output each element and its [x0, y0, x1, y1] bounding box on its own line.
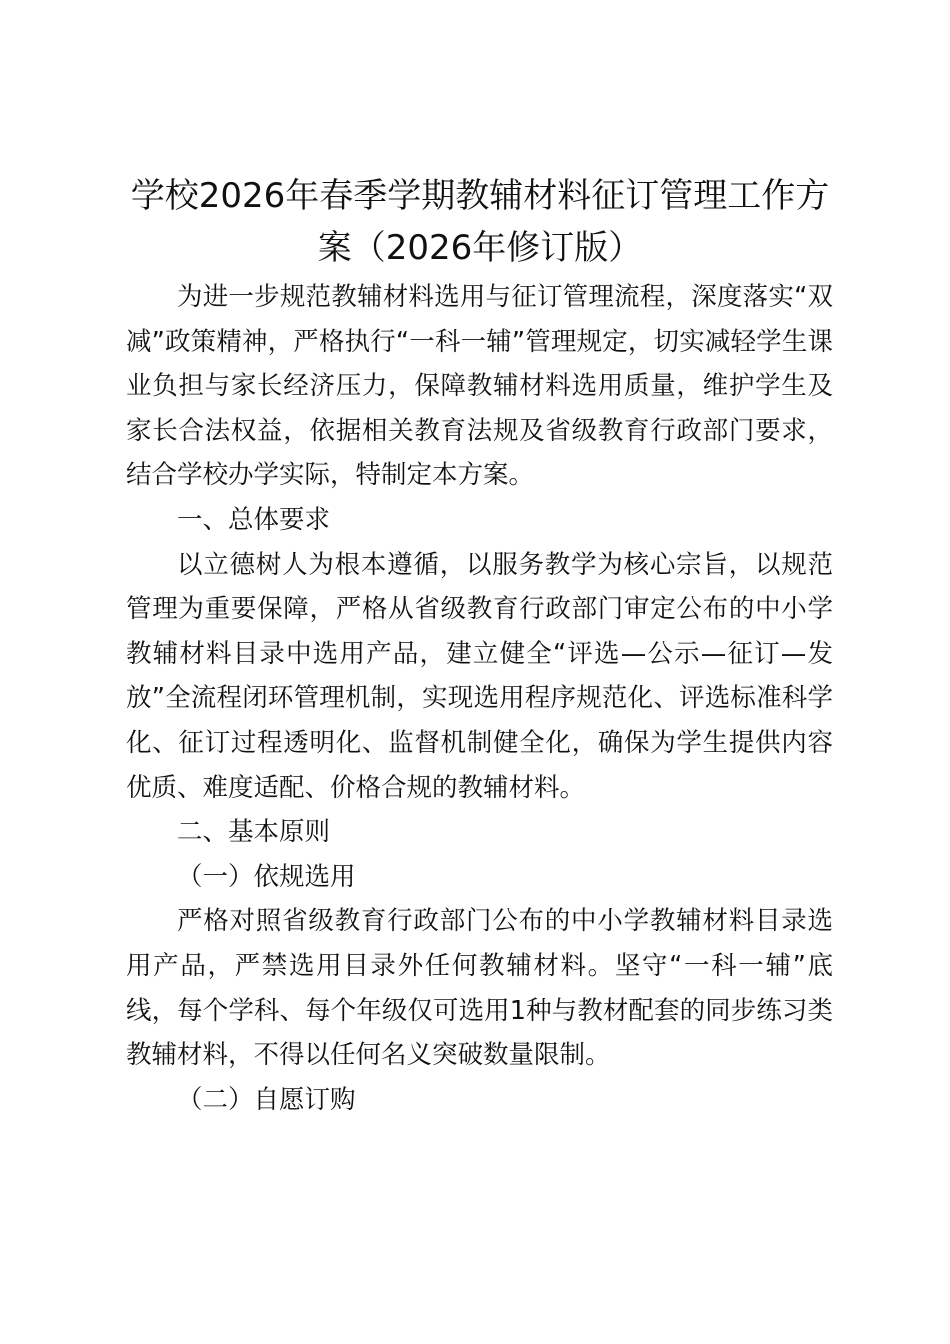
subheading-compliant-selection: （一）依规选用: [177, 861, 356, 892]
section-heading-general-requirements: 一、总体要求: [177, 504, 331, 535]
document-body: [126, 275, 833, 1122]
subheading-voluntary-ordering: （二）自愿订购: [177, 1084, 356, 1115]
document-title: 学校2026年春季学期教辅材料征订管理工作方案（2026年修订版）: [130, 176, 830, 268]
general-requirements-paragraph: 以立德树人为根本遵循，以服务教学为核心宗旨，以规范管理为重要保障，严格从省级教育行政部门审定公布的中小学教辅材料目录中选用产品，建立健全“评选—公示—征订—发放”全流程闭环管理机制，实现选用程序规范化、评选标准科学化、征订过程透明化、监督机制健全化，确保为学生提供内容优质、难度适配、价格合规的教辅材料。: [126, 549, 833, 803]
section-heading-basic-principles: 二、基本原则: [177, 817, 331, 848]
compliant-selection-paragraph: 严格对照省级教育行政部门公布的中小学教辅材料目录选用产品，严禁选用目录外任何教辅材料。坚守“一科一辅”底线，每个学科、每个年级仅可选用1种与教材配套的同步练习类教辅材料，不得以任何名义突破数量限制。: [126, 906, 833, 1071]
intro-paragraph: 为进一步规范教辅材料选用与征订管理流程，深度落实“双减”政策精神，严格执行“一科一辅”管理规定，切实减轻学生课业负担与家长经济压力，保障教辅材料选用质量，维护学生及家长合法权益，依据相关教育法规及省级教育行政部门要求，结合学校办学实际，特制定本方案。: [126, 282, 833, 491]
